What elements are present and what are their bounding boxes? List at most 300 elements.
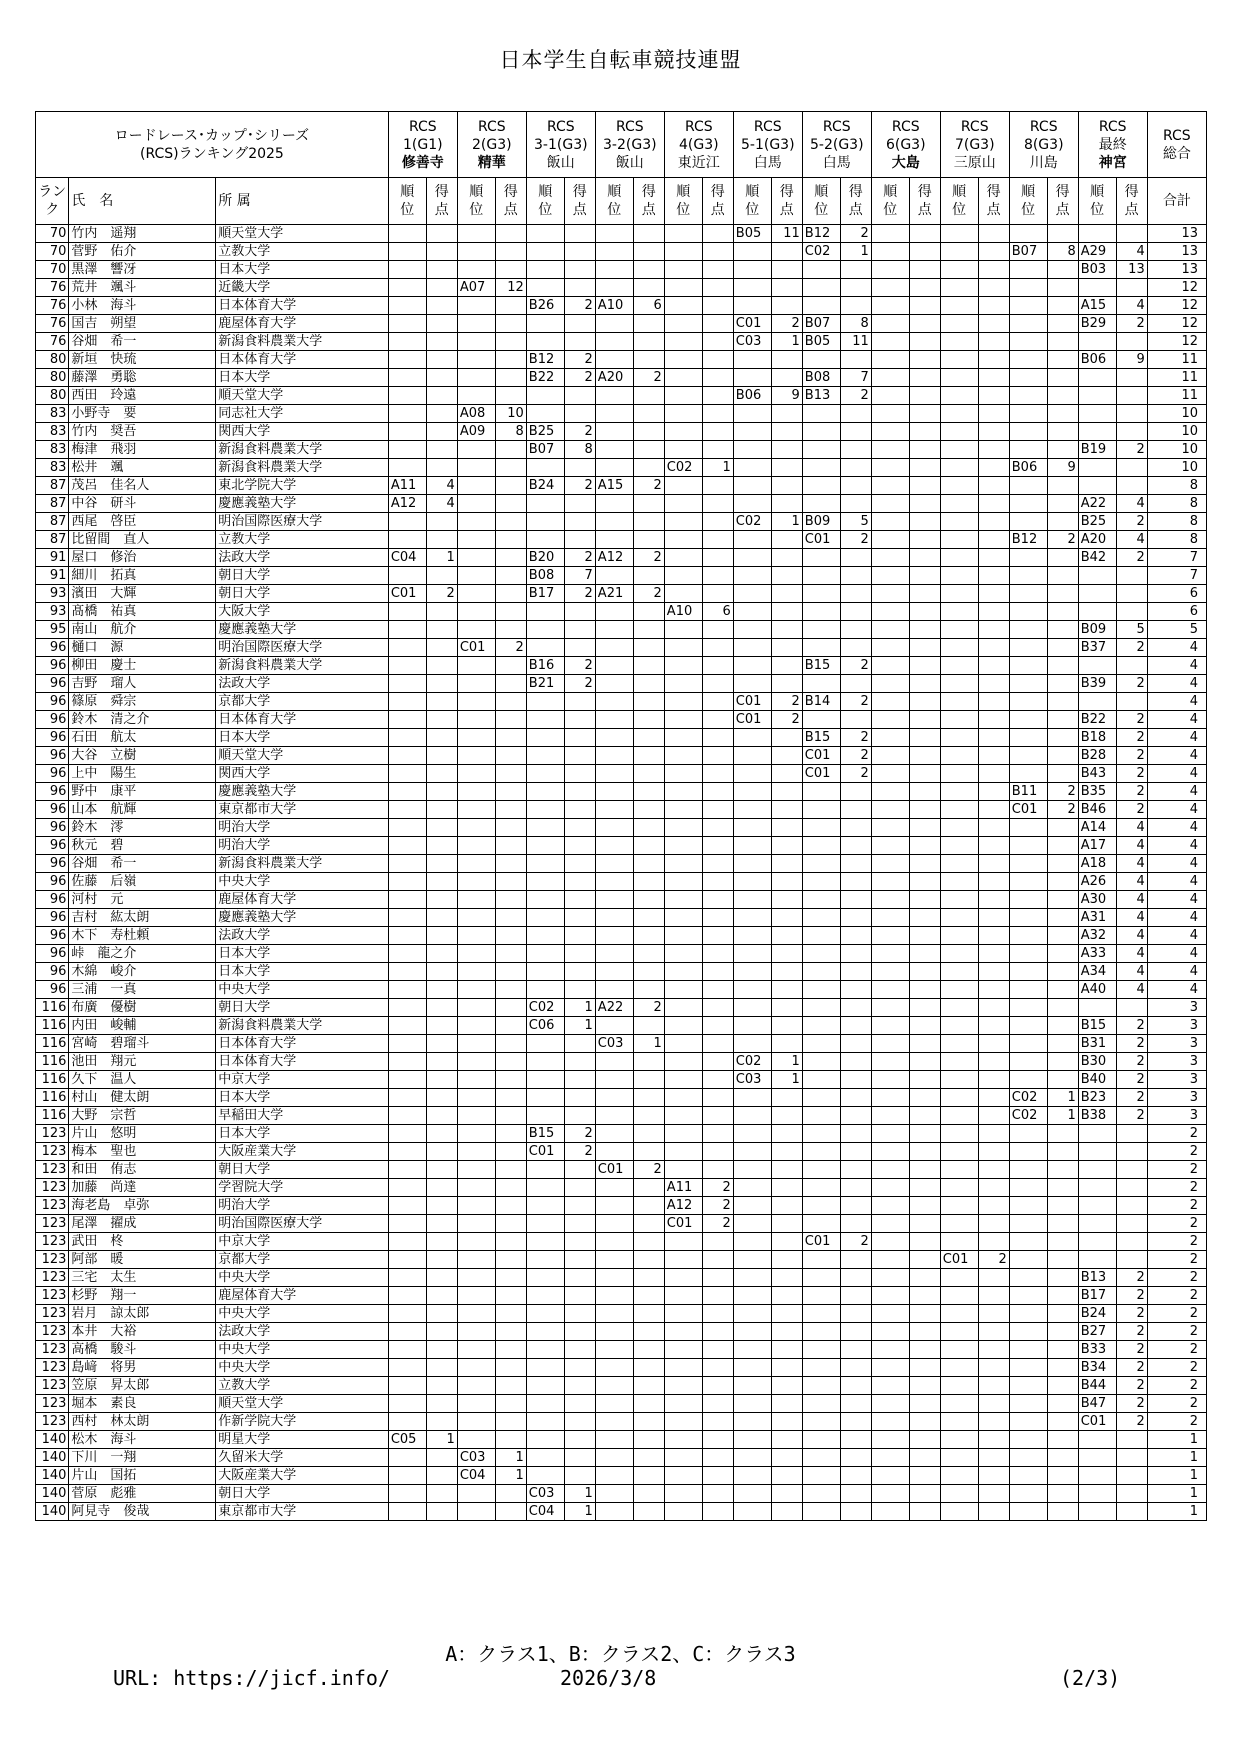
position-cell: B47	[1078, 1395, 1116, 1413]
position-cell	[388, 675, 426, 693]
position-cell: C01	[802, 531, 840, 549]
position-cell	[664, 747, 702, 765]
position-cell	[940, 747, 978, 765]
position-cell	[595, 693, 633, 711]
points-cell	[633, 621, 664, 639]
points-cell	[426, 819, 457, 837]
position-cell	[1078, 1197, 1116, 1215]
position-cell	[595, 819, 633, 837]
points-cell: 2	[1116, 1107, 1147, 1125]
points-cell	[1116, 387, 1147, 405]
table-row	[36, 927, 1207, 945]
points-cell	[564, 765, 595, 783]
points-cell	[771, 675, 802, 693]
position-cell: B09	[802, 513, 840, 531]
points-cell	[1047, 1125, 1078, 1143]
points-cell	[840, 405, 871, 423]
position-cell	[733, 999, 771, 1017]
position-cell	[388, 423, 426, 441]
position-cell	[1009, 1485, 1047, 1503]
position-cell	[595, 945, 633, 963]
position-cell	[664, 405, 702, 423]
position-cell	[940, 1449, 978, 1467]
position-cell	[940, 603, 978, 621]
points-cell	[702, 1413, 733, 1431]
affiliation-cell: 東京都市大学	[216, 801, 389, 819]
points-cell	[633, 423, 664, 441]
position-cell	[940, 981, 978, 999]
position-cell	[802, 1071, 840, 1089]
points-cell	[978, 873, 1009, 891]
rank-cell: 96	[36, 765, 69, 783]
position-cell	[388, 639, 426, 657]
table-row	[36, 1089, 1207, 1107]
points-cell	[771, 477, 802, 495]
position-cell	[526, 243, 564, 261]
points-cell	[426, 279, 457, 297]
points-cell	[633, 567, 664, 585]
position-cell: B08	[802, 369, 840, 387]
position-cell: B07	[526, 441, 564, 459]
name-header: 氏 名	[69, 178, 216, 225]
event-location: 三原山	[953, 154, 996, 171]
rank-cell: 83	[36, 423, 69, 441]
points-cell	[564, 1251, 595, 1269]
name-cell: 西村 林太朗	[69, 1413, 216, 1431]
points-cell	[633, 495, 664, 513]
position-cell	[388, 351, 426, 369]
points-cell	[840, 567, 871, 585]
position-cell	[871, 423, 909, 441]
table-row	[36, 567, 1207, 585]
position-cell	[457, 1161, 495, 1179]
position-cell	[1009, 675, 1047, 693]
position-cell	[388, 1179, 426, 1197]
points-cell	[978, 387, 1009, 405]
points-cell	[633, 225, 664, 243]
position-cell	[940, 1431, 978, 1449]
points-cell	[771, 729, 802, 747]
position-cell	[733, 549, 771, 567]
rank-cell: 123	[36, 1269, 69, 1287]
position-cell	[802, 1359, 840, 1377]
points-cell	[978, 1377, 1009, 1395]
affiliation-cell: 日本大学	[216, 261, 389, 279]
position-cell	[940, 1233, 978, 1251]
position-cell	[457, 369, 495, 387]
position-cell	[940, 1269, 978, 1287]
position-cell	[871, 1467, 909, 1485]
position-cell	[940, 1485, 978, 1503]
position-cell	[388, 945, 426, 963]
position-cell	[1009, 711, 1047, 729]
position-cell	[595, 1485, 633, 1503]
position-cell	[526, 495, 564, 513]
points-cell	[633, 441, 664, 459]
points-header-line2: 点	[986, 202, 1001, 218]
event-grade: 3-1(G3)	[534, 136, 588, 153]
points-cell	[426, 1233, 457, 1251]
points-cell: 2	[1116, 1377, 1147, 1395]
position-cell	[526, 1035, 564, 1053]
position-cell	[871, 963, 909, 981]
points-cell	[771, 945, 802, 963]
points-cell: 5	[840, 513, 871, 531]
position-cell	[871, 459, 909, 477]
affiliation-cell: 京都大学	[216, 1251, 389, 1269]
position-cell	[802, 639, 840, 657]
table-row	[36, 945, 1207, 963]
points-cell	[495, 1161, 526, 1179]
points-cell: 2	[771, 315, 802, 333]
points-cell	[1116, 1125, 1147, 1143]
position-cell: A40	[1078, 981, 1116, 999]
affiliation-cell: 大阪産業大学	[216, 1143, 389, 1161]
points-cell	[771, 855, 802, 873]
points-cell	[840, 621, 871, 639]
points-cell	[978, 1053, 1009, 1071]
points-cell	[564, 1089, 595, 1107]
position-cell	[871, 1017, 909, 1035]
event-location: 白馬	[753, 154, 782, 171]
position-cell	[871, 711, 909, 729]
total-cell: 10	[1147, 405, 1206, 423]
points-cell	[633, 1467, 664, 1485]
position-cell	[733, 1449, 771, 1467]
total-cell: 4	[1147, 855, 1206, 873]
position-cell	[526, 729, 564, 747]
points-cell	[495, 927, 526, 945]
points-cell: 2	[1116, 1071, 1147, 1089]
position-cell	[388, 1089, 426, 1107]
points-cell	[1047, 909, 1078, 927]
points-cell	[564, 1395, 595, 1413]
points-cell	[633, 1143, 664, 1161]
points-cell	[771, 1485, 802, 1503]
points-cell	[633, 1017, 664, 1035]
position-cell	[802, 1323, 840, 1341]
position-cell	[1078, 585, 1116, 603]
table-row	[36, 1341, 1207, 1359]
points-cell	[978, 711, 1009, 729]
points-cell	[771, 1197, 802, 1215]
position-cell	[1009, 981, 1047, 999]
position-cell	[802, 1089, 840, 1107]
position-cell	[664, 315, 702, 333]
affiliation-cell: 新潟食料農業大学	[216, 1017, 389, 1035]
points-cell	[771, 765, 802, 783]
points-cell	[840, 1143, 871, 1161]
position-cell: A09	[457, 423, 495, 441]
points-cell	[909, 1251, 940, 1269]
position-cell	[871, 855, 909, 873]
table-row	[36, 387, 1207, 405]
name-cell: 梅本 聖也	[69, 1143, 216, 1161]
points-cell: 1	[771, 333, 802, 351]
points-cell	[702, 1053, 733, 1071]
position-cell	[802, 1179, 840, 1197]
points-cell	[978, 1431, 1009, 1449]
position-cell	[733, 495, 771, 513]
name-cell: 尾澤 擢成	[69, 1215, 216, 1233]
position-cell	[457, 1179, 495, 1197]
position-cell	[871, 1215, 909, 1233]
points-cell: 6	[702, 603, 733, 621]
points-cell	[564, 963, 595, 981]
points-cell	[909, 315, 940, 333]
total-cell: 4	[1147, 873, 1206, 891]
points-cell	[909, 1449, 940, 1467]
position-cell	[388, 297, 426, 315]
points-cell	[702, 1233, 733, 1251]
points-cell	[909, 261, 940, 279]
position-cell: A26	[1078, 873, 1116, 891]
position-cell	[526, 927, 564, 945]
points-cell	[1047, 1053, 1078, 1071]
position-cell	[526, 747, 564, 765]
position-cell	[940, 855, 978, 873]
position-cell: A31	[1078, 909, 1116, 927]
event-header	[1078, 112, 1147, 178]
position-cell	[871, 1251, 909, 1269]
position-cell: B44	[1078, 1377, 1116, 1395]
position-cell	[871, 1485, 909, 1503]
rank-cell: 76	[36, 297, 69, 315]
name-cell: 南山 航介	[69, 621, 216, 639]
points-cell	[495, 441, 526, 459]
position-cell	[940, 1053, 978, 1071]
position-cell	[664, 567, 702, 585]
affiliation-cell: 明治国際医療大学	[216, 1215, 389, 1233]
rank-cell: 123	[36, 1179, 69, 1197]
rank-cell: 123	[36, 1323, 69, 1341]
position-cell	[871, 1143, 909, 1161]
name-cell: 中谷 研斗	[69, 495, 216, 513]
points-cell	[564, 801, 595, 819]
position-cell	[733, 369, 771, 387]
table-row	[36, 423, 1207, 441]
position-cell	[595, 1395, 633, 1413]
position-cell	[526, 1341, 564, 1359]
points-cell	[771, 927, 802, 945]
position-cell	[595, 1089, 633, 1107]
position-cell	[1009, 621, 1047, 639]
points-cell	[633, 1215, 664, 1233]
ranking-rows	[36, 225, 1207, 1521]
position-cell: B25	[526, 423, 564, 441]
rank-cell: 96	[36, 783, 69, 801]
points-cell	[840, 261, 871, 279]
position-cell	[457, 1089, 495, 1107]
position-cell	[1009, 405, 1047, 423]
position-cell	[1009, 603, 1047, 621]
points-cell	[426, 1449, 457, 1467]
position-cell	[1078, 459, 1116, 477]
points-cell: 4	[426, 477, 457, 495]
position-cell	[595, 1413, 633, 1431]
table-row	[36, 225, 1207, 243]
points-cell	[702, 1377, 733, 1395]
position-cell	[1009, 639, 1047, 657]
position-cell	[457, 1125, 495, 1143]
points-cell	[978, 1161, 1009, 1179]
points-cell	[909, 999, 940, 1017]
points-cell	[702, 711, 733, 729]
points-cell: 2	[1116, 1305, 1147, 1323]
points-cell: 6	[633, 297, 664, 315]
position-cell	[457, 927, 495, 945]
position-cell	[595, 891, 633, 909]
points-cell	[426, 1503, 457, 1521]
position-cell	[595, 1269, 633, 1287]
position-cell	[1009, 963, 1047, 981]
position-cell	[595, 1179, 633, 1197]
points-cell	[1116, 1179, 1147, 1197]
points-cell	[909, 405, 940, 423]
points-cell	[426, 1269, 457, 1287]
position-header	[1009, 178, 1047, 225]
position-cell	[526, 1071, 564, 1089]
points-header-line2: 点	[710, 202, 725, 218]
points-cell	[564, 1071, 595, 1089]
position-cell	[802, 279, 840, 297]
points-cell	[1116, 1215, 1147, 1233]
points-cell	[771, 567, 802, 585]
points-header-line1: 得	[641, 184, 656, 200]
points-cell	[633, 1377, 664, 1395]
rank-cell: 87	[36, 513, 69, 531]
position-cell	[733, 1467, 771, 1485]
table-row	[36, 297, 1207, 315]
position-cell	[664, 1287, 702, 1305]
position-cell	[526, 1467, 564, 1485]
points-cell: 2	[702, 1197, 733, 1215]
position-cell: A22	[595, 999, 633, 1017]
position-cell	[595, 1359, 633, 1377]
points-cell	[702, 405, 733, 423]
affiliation-cell: 久留米大学	[216, 1449, 389, 1467]
table-row	[36, 1323, 1207, 1341]
position-cell	[664, 369, 702, 387]
points-cell	[1116, 567, 1147, 585]
table-row	[36, 1035, 1207, 1053]
points-cell	[840, 1341, 871, 1359]
points-cell	[978, 1287, 1009, 1305]
position-cell	[733, 747, 771, 765]
position-cell	[1078, 1215, 1116, 1233]
event-header	[526, 112, 595, 178]
position-cell: B19	[1078, 441, 1116, 459]
position-cell	[595, 1215, 633, 1233]
event-grade: 5-1(G3)	[741, 136, 795, 153]
table-row	[36, 1359, 1207, 1377]
affiliation-cell: 朝日大学	[216, 585, 389, 603]
position-cell: A17	[1078, 837, 1116, 855]
points-cell	[1047, 1449, 1078, 1467]
points-cell	[978, 513, 1009, 531]
points-cell	[564, 513, 595, 531]
position-cell: B37	[1078, 639, 1116, 657]
total-cell: 3	[1147, 1017, 1206, 1035]
name-cell: 大谷 立樹	[69, 747, 216, 765]
position-cell	[733, 765, 771, 783]
position-cell	[526, 531, 564, 549]
position-cell	[733, 1179, 771, 1197]
position-cell: B24	[526, 477, 564, 495]
points-cell: 2	[1116, 513, 1147, 531]
points-cell	[978, 1359, 1009, 1377]
points-cell	[840, 585, 871, 603]
ranking-table	[35, 111, 1207, 1521]
position-cell	[595, 1233, 633, 1251]
position-cell	[664, 999, 702, 1017]
name-cell: 秋元 碧	[69, 837, 216, 855]
position-cell: B13	[1078, 1269, 1116, 1287]
position-cell: B21	[526, 675, 564, 693]
points-cell	[702, 513, 733, 531]
points-cell	[840, 1269, 871, 1287]
name-cell: 谷畑 希一	[69, 333, 216, 351]
position-cell	[664, 963, 702, 981]
points-header-line2: 点	[434, 202, 449, 218]
position-cell	[595, 1503, 633, 1521]
position-cell	[733, 603, 771, 621]
points-cell	[564, 1305, 595, 1323]
position-cell	[526, 1269, 564, 1287]
position-cell	[1009, 1233, 1047, 1251]
position-cell	[388, 1377, 426, 1395]
position-cell	[457, 549, 495, 567]
position-cell	[802, 1503, 840, 1521]
position-cell	[1078, 693, 1116, 711]
points-cell	[909, 621, 940, 639]
points-cell	[495, 621, 526, 639]
points-cell	[771, 819, 802, 837]
points-cell	[909, 387, 940, 405]
points-cell	[426, 1197, 457, 1215]
table-row	[36, 1125, 1207, 1143]
points-cell	[1047, 1323, 1078, 1341]
name-cell: 阿見寺 俊哉	[69, 1503, 216, 1521]
total-cell: 3	[1147, 1089, 1206, 1107]
position-cell: B15	[802, 729, 840, 747]
position-cell	[871, 333, 909, 351]
points-cell	[909, 1269, 940, 1287]
position-cell	[595, 1431, 633, 1449]
total-cell: 2	[1147, 1143, 1206, 1161]
position-cell	[664, 1485, 702, 1503]
points-cell	[426, 1071, 457, 1089]
points-header-line2: 点	[917, 202, 932, 218]
rank-cell: 140	[36, 1431, 69, 1449]
position-cell	[940, 315, 978, 333]
points-header-line1: 得	[503, 184, 518, 200]
position-cell	[802, 1269, 840, 1287]
position-cell	[457, 297, 495, 315]
position-cell	[664, 513, 702, 531]
points-cell	[564, 405, 595, 423]
total-cell: 1	[1147, 1503, 1206, 1521]
points-cell: 1	[771, 1053, 802, 1071]
position-cell	[871, 945, 909, 963]
points-cell	[633, 1503, 664, 1521]
points-cell	[909, 225, 940, 243]
position-cell: B39	[1078, 675, 1116, 693]
points-cell	[1116, 657, 1147, 675]
rank-cell: 116	[36, 1089, 69, 1107]
position-cell	[388, 243, 426, 261]
position-cell	[871, 1233, 909, 1251]
